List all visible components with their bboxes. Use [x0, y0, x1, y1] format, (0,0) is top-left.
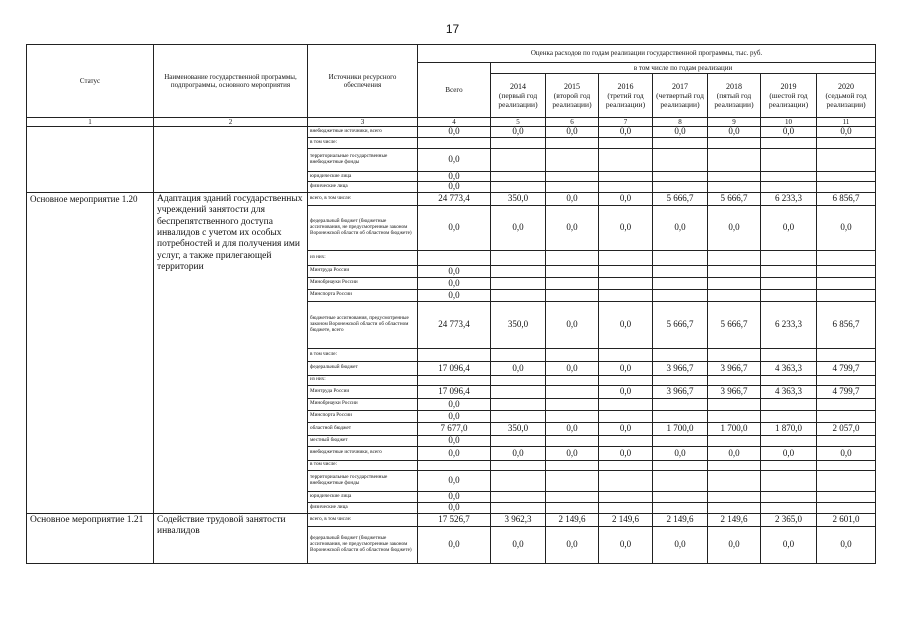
source-cell: внебюджетные источники, всего	[308, 127, 418, 138]
total-value-cell: 0,0	[418, 172, 491, 182]
year-value-cell	[653, 149, 708, 172]
total-value-cell: 0,0	[418, 289, 491, 301]
year-value-cell: 0,0	[653, 446, 708, 460]
year-value-cell: 6 856,7	[817, 192, 876, 205]
year-value-cell	[817, 138, 876, 149]
year-value-cell	[761, 410, 817, 422]
year-value-cell	[708, 289, 761, 301]
year-value-cell	[817, 375, 876, 385]
year-value-cell	[599, 289, 653, 301]
source-cell: местный бюджет	[308, 435, 418, 446]
year-value-cell	[708, 435, 761, 446]
year-value-cell	[708, 138, 761, 149]
year-value-cell: 0,0	[546, 192, 599, 205]
header-year-2016	[599, 74, 653, 118]
year-value-cell	[546, 398, 599, 410]
year-value-cell: 6 233,3	[761, 192, 817, 205]
year-value-cell: 2 057,0	[817, 422, 876, 435]
year-value-cell	[546, 182, 599, 192]
year-value-cell	[761, 138, 817, 149]
year-value-cell	[491, 277, 546, 289]
year-value-cell: 4 363,3	[761, 385, 817, 398]
year-value-cell	[708, 398, 761, 410]
year-value-cell	[491, 398, 546, 410]
year-value-cell: 5 666,7	[708, 192, 761, 205]
year-value-cell	[599, 348, 653, 361]
year-value-cell: 1 700,0	[653, 422, 708, 435]
source-cell: из них:	[308, 250, 418, 265]
year-value-cell	[708, 172, 761, 182]
year-value-cell	[546, 502, 599, 513]
year-value-cell	[599, 470, 653, 491]
year-value-cell: 0,0	[599, 385, 653, 398]
column-number: 2	[154, 118, 308, 127]
total-value-cell: 0,0	[418, 205, 491, 250]
year-value-cell: 0,0	[599, 205, 653, 250]
year-value-cell	[491, 172, 546, 182]
year-value-cell	[546, 138, 599, 149]
year-value-cell	[653, 375, 708, 385]
year-value-cell	[817, 470, 876, 491]
year-value-cell	[817, 277, 876, 289]
year-value-cell	[708, 348, 761, 361]
column-number: 5	[491, 118, 546, 127]
source-cell: в том числе:	[308, 138, 418, 149]
year-value-cell: 350,0	[491, 422, 546, 435]
year-value-cell	[599, 265, 653, 277]
year-value-cell: 2 149,6	[546, 513, 599, 526]
year-value-cell: 0,0	[599, 192, 653, 205]
year-value-cell: 5 666,7	[653, 301, 708, 348]
header-year-2014	[491, 74, 546, 118]
total-value-cell: 7 677,0	[418, 422, 491, 435]
year-value-cell	[546, 289, 599, 301]
year-value-cell	[546, 491, 599, 502]
header-total: Всего	[418, 63, 491, 118]
year-value-cell	[491, 182, 546, 192]
name-cell	[154, 127, 308, 193]
year-value-cell: 0,0	[491, 526, 546, 563]
year-value-cell: 0,0	[546, 526, 599, 563]
year-value-cell: 0,0	[817, 205, 876, 250]
year-value-cell	[599, 491, 653, 502]
year-value-cell	[708, 491, 761, 502]
year-value-cell: 0,0	[708, 526, 761, 563]
year-value-cell	[599, 138, 653, 149]
year-value-cell	[546, 460, 599, 470]
year-value-cell	[546, 435, 599, 446]
year-value-cell: 0,0	[653, 205, 708, 250]
year-value-cell	[491, 289, 546, 301]
total-value-cell: 0,0	[418, 470, 491, 491]
year-value-cell: 0,0	[761, 526, 817, 563]
header-year-2019	[761, 74, 817, 118]
year-value-cell: 3 966,7	[708, 361, 761, 375]
year-value-cell: 0,0	[708, 446, 761, 460]
source-cell: федеральный бюджет (бюджетные ассигнования, не предусмотренные законом Воронежской области об областном бюджете)	[308, 205, 418, 250]
year-value-cell: 1 870,0	[761, 422, 817, 435]
header-year-number: 2017	[672, 81, 688, 91]
year-value-cell	[599, 502, 653, 513]
total-value-cell: 17 096,4	[418, 361, 491, 375]
total-value-cell: 0,0	[418, 149, 491, 172]
year-value-cell	[599, 277, 653, 289]
column-number: 3	[308, 118, 418, 127]
header-sources: Источники ресурсного обеспечения	[308, 45, 418, 118]
year-value-cell	[546, 410, 599, 422]
year-value-cell: 0,0	[546, 446, 599, 460]
total-value-cell: 0,0	[418, 277, 491, 289]
year-value-cell	[653, 410, 708, 422]
total-value-cell: 0,0	[418, 502, 491, 513]
year-value-cell	[599, 435, 653, 446]
year-value-cell: 0,0	[491, 446, 546, 460]
header-year-number: 2019	[780, 81, 797, 91]
year-value-cell: 4 363,3	[761, 361, 817, 375]
year-value-cell	[653, 289, 708, 301]
year-value-cell: 0,0	[546, 127, 599, 138]
total-value-cell	[418, 348, 491, 361]
year-value-cell	[599, 172, 653, 182]
total-value-cell: 0,0	[418, 410, 491, 422]
year-value-cell: 5 666,7	[708, 301, 761, 348]
year-value-cell	[546, 149, 599, 172]
year-value-cell	[491, 149, 546, 172]
year-value-cell	[761, 502, 817, 513]
year-value-cell: 0,0	[599, 361, 653, 375]
header-by-years: в том числе по годам реализации	[491, 63, 876, 74]
year-value-cell: 3 962,3	[491, 513, 546, 526]
column-number: 9	[708, 118, 761, 127]
year-value-cell	[761, 250, 817, 265]
year-value-cell	[817, 289, 876, 301]
year-value-cell	[761, 435, 817, 446]
year-value-cell	[599, 398, 653, 410]
total-value-cell	[418, 138, 491, 149]
column-number: 1	[27, 118, 154, 127]
year-value-cell	[817, 398, 876, 410]
year-value-cell: 4 799,7	[817, 361, 876, 375]
year-value-cell	[761, 289, 817, 301]
name-cell: Содействие трудовой занятости инвалидов	[154, 513, 308, 563]
header-year-number: 2015	[564, 81, 580, 91]
year-value-cell	[599, 460, 653, 470]
year-value-cell	[546, 348, 599, 361]
table-row	[27, 192, 876, 205]
year-value-cell: 0,0	[708, 127, 761, 138]
header-name: Наименование государственной программы, подпрограммы, основного мероприятия	[154, 45, 308, 118]
total-value-cell: 0,0	[418, 398, 491, 410]
year-value-cell	[653, 460, 708, 470]
year-value-cell	[761, 172, 817, 182]
header-year-2017	[653, 74, 708, 118]
year-value-cell: 0,0	[817, 526, 876, 563]
year-value-cell: 350,0	[491, 301, 546, 348]
year-value-cell	[491, 470, 546, 491]
year-value-cell: 0,0	[817, 127, 876, 138]
year-value-cell	[817, 348, 876, 361]
year-value-cell	[491, 385, 546, 398]
header-year-number: 2020	[838, 81, 855, 91]
year-value-cell: 6 233,3	[761, 301, 817, 348]
year-value-cell	[491, 502, 546, 513]
year-value-cell	[653, 398, 708, 410]
year-value-cell: 0,0	[817, 446, 876, 460]
column-number: 6	[546, 118, 599, 127]
year-value-cell	[761, 182, 817, 192]
year-value-cell	[653, 138, 708, 149]
year-value-cell	[761, 277, 817, 289]
year-value-cell	[599, 250, 653, 265]
year-value-cell: 0,0	[546, 205, 599, 250]
year-value-cell	[491, 410, 546, 422]
header-status: Статус	[27, 45, 154, 118]
year-value-cell	[817, 265, 876, 277]
year-value-cell	[817, 172, 876, 182]
column-number: 10	[761, 118, 817, 127]
source-cell: территориальные государственные внебюджетные фонды	[308, 470, 418, 491]
year-value-cell	[761, 375, 817, 385]
source-cell: внебюджетные источники, всего	[308, 446, 418, 460]
source-cell: юридические лица	[308, 172, 418, 182]
year-value-cell: 0,0	[546, 301, 599, 348]
year-value-cell: 0,0	[491, 205, 546, 250]
year-value-cell: 0,0	[653, 526, 708, 563]
year-value-cell	[817, 149, 876, 172]
year-value-cell	[817, 502, 876, 513]
header-year-2018	[708, 74, 761, 118]
year-value-cell	[491, 138, 546, 149]
year-value-cell	[653, 277, 708, 289]
year-value-cell	[761, 491, 817, 502]
header-year-label: (первый год реализации)	[498, 91, 538, 110]
year-value-cell	[817, 491, 876, 502]
header-year-number: 2018	[726, 81, 742, 91]
year-value-cell	[761, 470, 817, 491]
year-value-cell: 0,0	[761, 127, 817, 138]
header-year-2015	[546, 74, 599, 118]
total-value-cell: 0,0	[418, 526, 491, 563]
year-value-cell: 0,0	[599, 301, 653, 348]
year-value-cell	[708, 410, 761, 422]
year-value-cell	[761, 460, 817, 470]
year-value-cell: 0,0	[599, 446, 653, 460]
year-value-cell: 0,0	[599, 422, 653, 435]
year-value-cell	[546, 277, 599, 289]
year-value-cell: 0,0	[546, 361, 599, 375]
year-value-cell	[653, 491, 708, 502]
year-value-cell: 0,0	[546, 422, 599, 435]
year-value-cell	[546, 385, 599, 398]
name-cell: Адаптация зданий государственных учреждений занятости для беспрепятственного доступа инвалидов с учетом их особых потребностей и для получения ими услуг, а также прилегающей территории	[154, 192, 308, 513]
year-value-cell: 1 700,0	[708, 422, 761, 435]
year-value-cell	[491, 348, 546, 361]
year-value-cell	[546, 375, 599, 385]
year-value-cell	[599, 375, 653, 385]
total-value-cell: 17 526,7	[418, 513, 491, 526]
year-value-cell	[653, 470, 708, 491]
year-value-cell	[708, 265, 761, 277]
year-value-cell: 4 799,7	[817, 385, 876, 398]
total-value-cell: 0,0	[418, 182, 491, 192]
source-cell: из них:	[308, 375, 418, 385]
status-cell: Основное мероприятие 1.21	[27, 513, 154, 563]
year-value-cell: 0,0	[491, 127, 546, 138]
year-value-cell: 2 601,0	[817, 513, 876, 526]
source-cell: федеральный бюджет (бюджетные ассигнования, не предусмотренные законом Воронежской области об областном бюджете)	[308, 526, 418, 563]
total-value-cell: 24 773,4	[418, 301, 491, 348]
column-number: 4	[418, 118, 491, 127]
year-value-cell	[653, 182, 708, 192]
year-value-cell	[599, 410, 653, 422]
year-value-cell: 350,0	[491, 192, 546, 205]
total-value-cell: 0,0	[418, 265, 491, 277]
year-value-cell: 6 856,7	[817, 301, 876, 348]
source-cell: Минтруда России	[308, 385, 418, 398]
year-value-cell: 0,0	[708, 205, 761, 250]
header-year-label: (третий год реализации)	[605, 91, 646, 110]
column-number: 11	[817, 118, 876, 127]
source-cell: Минспорта России	[308, 410, 418, 422]
total-value-cell: 0,0	[418, 127, 491, 138]
year-value-cell: 2 149,6	[599, 513, 653, 526]
year-value-cell	[708, 149, 761, 172]
year-value-cell	[491, 435, 546, 446]
header-year-number: 2016	[617, 81, 634, 91]
year-value-cell: 2 149,6	[708, 513, 761, 526]
status-cell	[27, 127, 154, 193]
year-value-cell	[761, 149, 817, 172]
source-cell: физические лица	[308, 502, 418, 513]
year-value-cell: 3 966,7	[653, 361, 708, 375]
header-year-2020	[817, 74, 876, 118]
source-cell: в том числе:	[308, 348, 418, 361]
source-cell: в том числе:	[308, 460, 418, 470]
year-value-cell: 0,0	[761, 446, 817, 460]
total-value-cell: 17 096,4	[418, 385, 491, 398]
year-value-cell	[708, 277, 761, 289]
year-value-cell	[817, 410, 876, 422]
year-value-cell	[708, 182, 761, 192]
year-value-cell	[546, 265, 599, 277]
source-cell: Минобрнауки России	[308, 277, 418, 289]
year-value-cell	[653, 502, 708, 513]
year-value-cell: 0,0	[491, 361, 546, 375]
source-cell: всего, в том числе:	[308, 513, 418, 526]
header-estimate: Оценка расходов по годам реализации государственной программы, тыс. руб.	[418, 45, 876, 63]
year-value-cell: 2 365,0	[761, 513, 817, 526]
year-value-cell	[653, 265, 708, 277]
year-value-cell	[708, 375, 761, 385]
page-number: 17	[445, 22, 460, 36]
source-cell: всего, в том числе:	[308, 192, 418, 205]
total-value-cell: 0,0	[418, 435, 491, 446]
source-cell: областной бюджет	[308, 422, 418, 435]
year-value-cell	[599, 149, 653, 172]
year-value-cell	[546, 172, 599, 182]
header-year-label: (седьмой год реализации)	[825, 91, 867, 110]
year-value-cell	[546, 470, 599, 491]
total-value-cell	[418, 375, 491, 385]
source-cell: территориальные государственные внебюджетные фонды	[308, 149, 418, 172]
total-value-cell: 0,0	[418, 491, 491, 502]
source-cell: Минспорта России	[308, 289, 418, 301]
year-value-cell	[761, 265, 817, 277]
header-year-label: (шестой год реализации)	[768, 91, 809, 110]
source-cell: юридические лица	[308, 491, 418, 502]
year-value-cell	[761, 398, 817, 410]
year-value-cell	[761, 348, 817, 361]
source-cell: физические лица	[308, 182, 418, 192]
total-value-cell	[418, 460, 491, 470]
header-year-label: (второй год реализации)	[552, 91, 592, 110]
year-value-cell: 0,0	[653, 127, 708, 138]
column-number: 8	[653, 118, 708, 127]
header-year-label: (четвертый год реализации)	[656, 91, 704, 110]
status-cell: Основное мероприятие 1.20	[27, 192, 154, 513]
year-value-cell	[491, 375, 546, 385]
year-value-cell	[708, 460, 761, 470]
year-value-cell	[653, 250, 708, 265]
table-row	[27, 127, 876, 138]
year-value-cell	[653, 435, 708, 446]
year-value-cell: 3 966,7	[653, 385, 708, 398]
year-value-cell	[817, 250, 876, 265]
year-value-cell: 0,0	[599, 127, 653, 138]
source-cell: федеральный бюджет	[308, 361, 418, 375]
year-value-cell	[491, 250, 546, 265]
header-year-number: 2014	[510, 81, 526, 91]
year-value-cell	[817, 435, 876, 446]
column-number: 7	[599, 118, 653, 127]
year-value-cell	[546, 250, 599, 265]
year-value-cell: 3 966,7	[708, 385, 761, 398]
year-value-cell	[708, 250, 761, 265]
year-value-cell	[817, 182, 876, 192]
source-cell: бюджетные ассигнования, предусмотренные законом Воронежской области об областном бюджете, всего	[308, 301, 418, 348]
year-value-cell: 0,0	[761, 205, 817, 250]
year-value-cell	[653, 348, 708, 361]
year-value-cell	[708, 470, 761, 491]
header-year-label: (пятый год реализации)	[714, 91, 754, 110]
source-cell: Минобрнауки России	[308, 398, 418, 410]
source-cell: Минтруда России	[308, 265, 418, 277]
year-value-cell	[653, 172, 708, 182]
year-value-cell	[491, 491, 546, 502]
year-value-cell	[708, 502, 761, 513]
resource-table	[26, 44, 876, 564]
year-value-cell	[817, 460, 876, 470]
total-value-cell: 0,0	[418, 446, 491, 460]
year-value-cell: 2 149,6	[653, 513, 708, 526]
total-value-cell: 24 773,4	[418, 192, 491, 205]
year-value-cell	[491, 460, 546, 470]
year-value-cell	[599, 182, 653, 192]
table-row	[27, 513, 876, 526]
total-value-cell	[418, 250, 491, 265]
year-value-cell: 5 666,7	[653, 192, 708, 205]
year-value-cell: 0,0	[599, 526, 653, 563]
year-value-cell	[491, 265, 546, 277]
